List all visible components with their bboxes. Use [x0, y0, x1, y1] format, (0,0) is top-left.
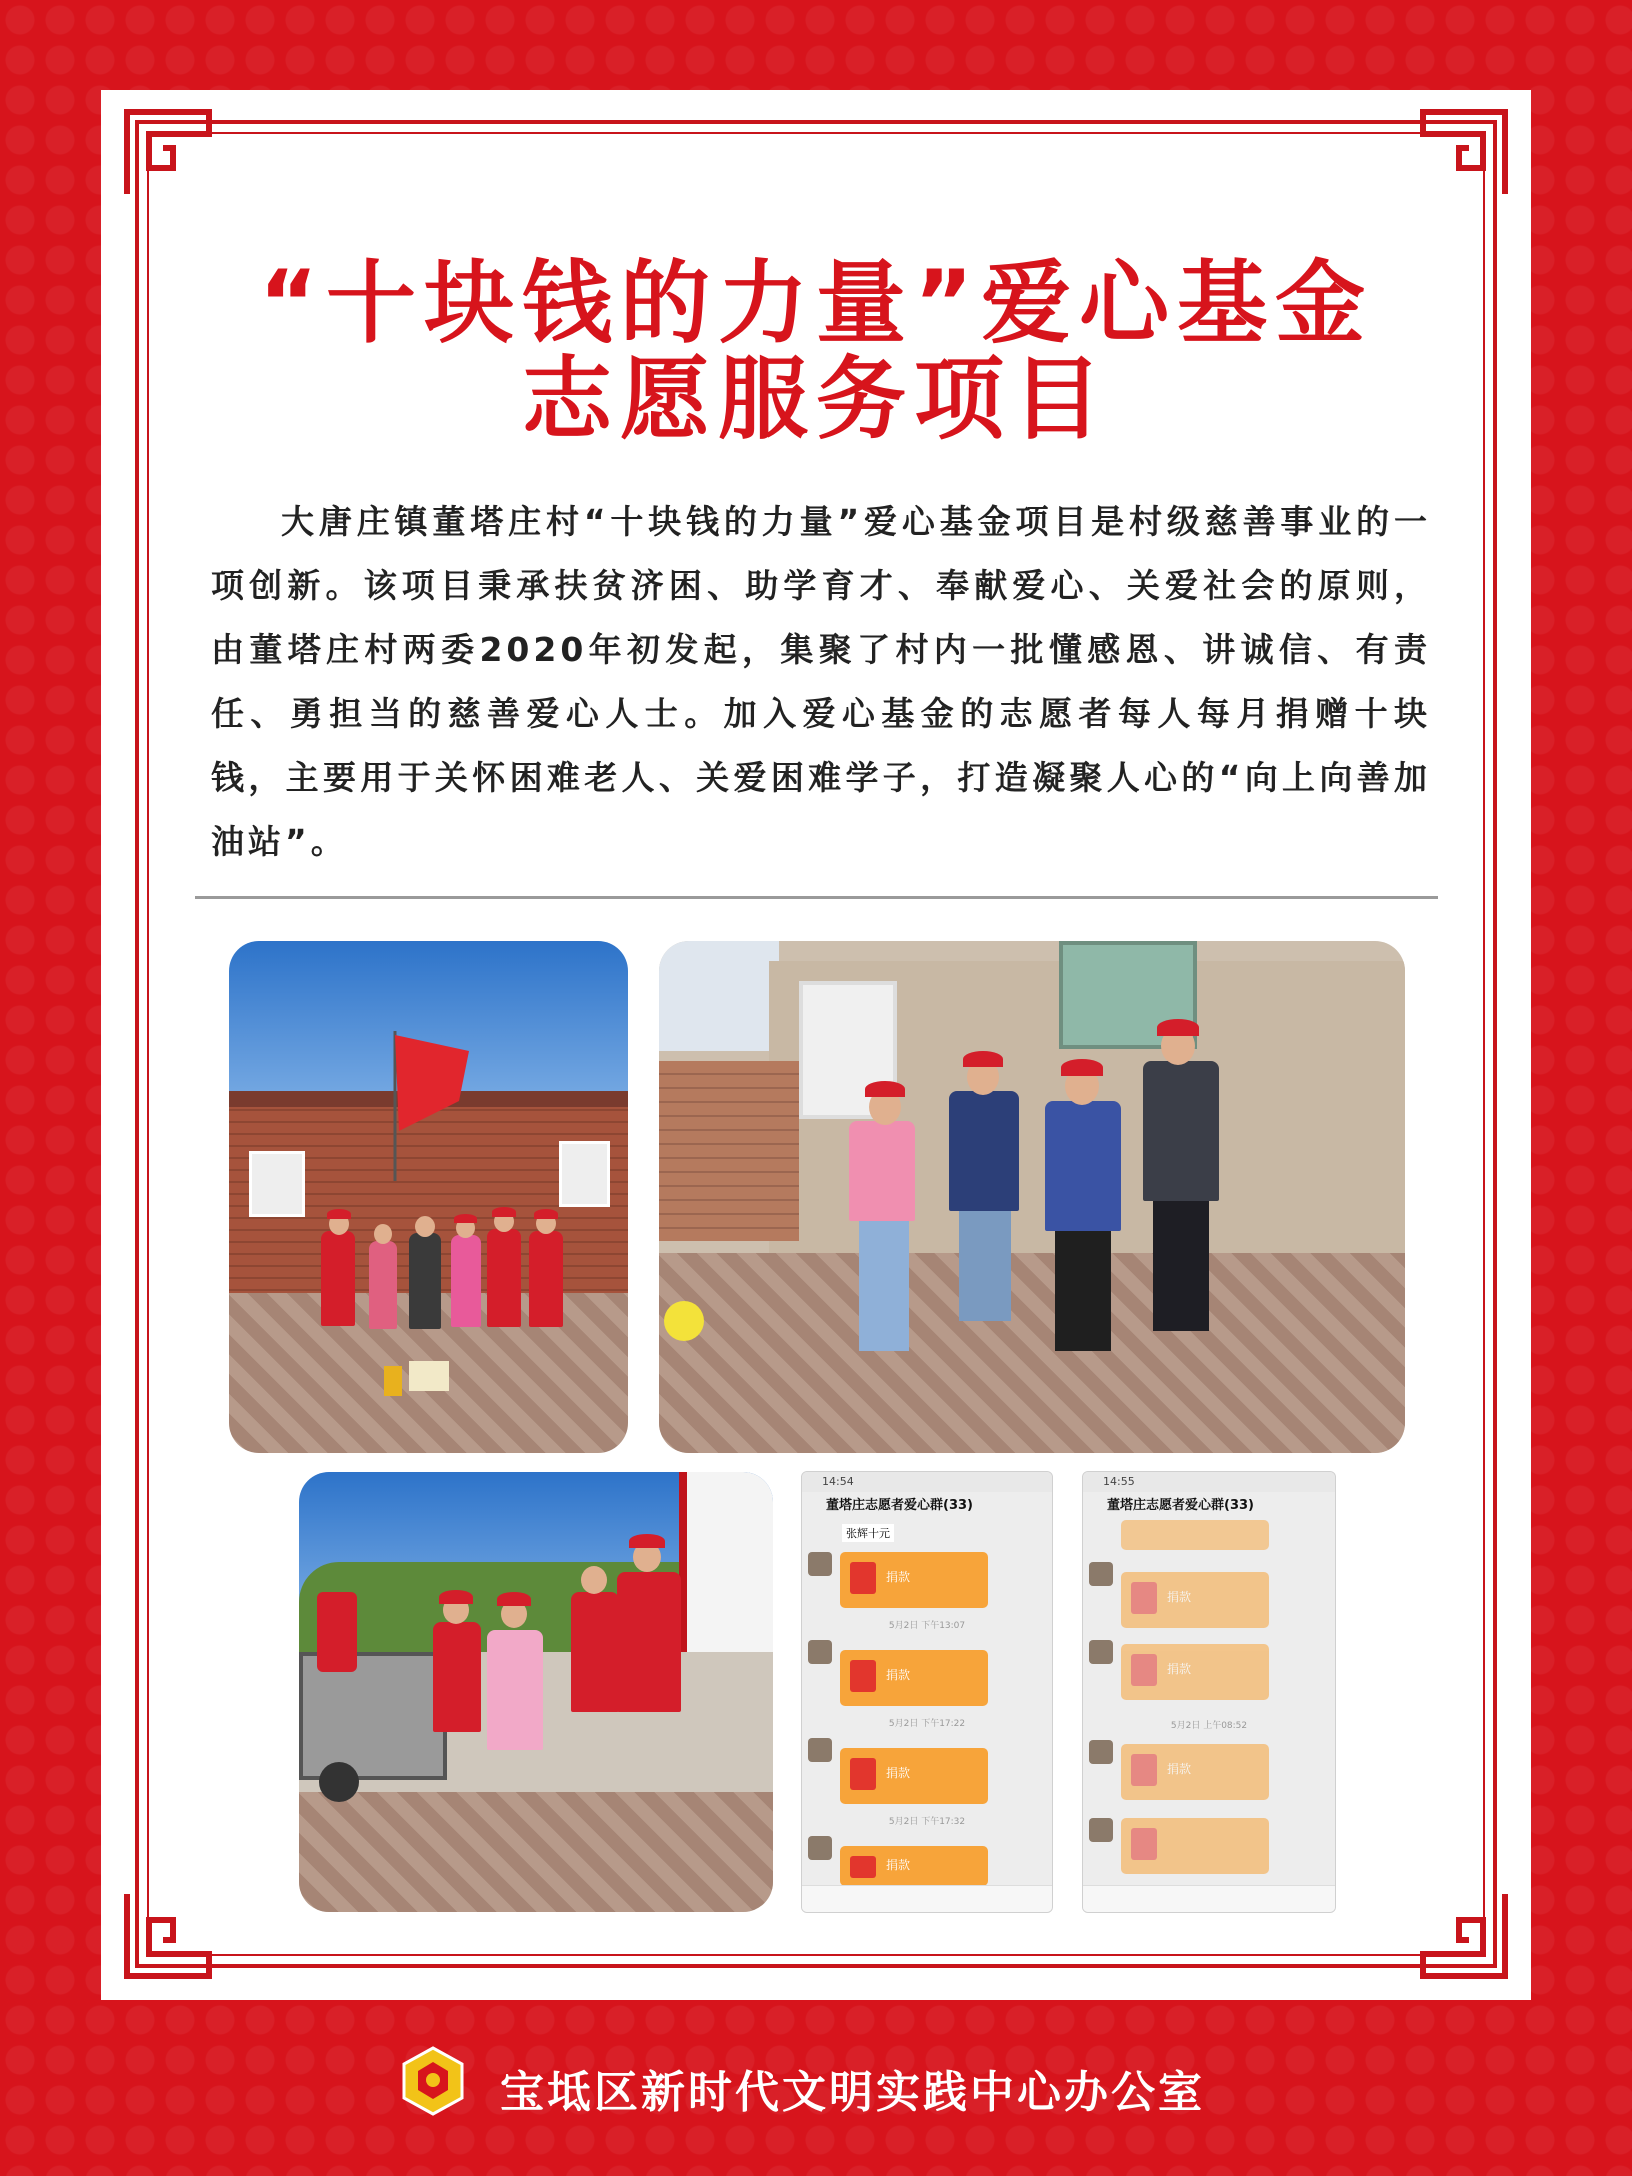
- chat2-msg-2: 捐款: [1167, 1662, 1192, 1676]
- chat1-msg-4: 捐款: [886, 1858, 911, 1872]
- project-description: 大唐庄镇董塔庄村“十块钱的力量”爱心基金项目是村级慈善事业的一项创新。该项目秉承扶贫济困、助学育才、奉献爱心、关爱社会的原则，由董塔庄村两委2020年初发起，集聚了村内一批懂感恩、讲诚信、有责任、勇担当的慈善爱心人士。加入爱心基金的志愿者每人每月捐赠十块钱，主要用于关怀困难老人、关爱困难学子，打造凝聚人心的“向上向善加油站”。: [211, 502, 1431, 861]
- corner-ornament-bottom-right: [1419, 1890, 1509, 1980]
- chat1-group-title: 董塔庄志愿者爱心群(33): [826, 1498, 973, 1513]
- corner-ornament-bottom-left: [123, 1890, 213, 1980]
- chat-screenshot-1: [801, 1471, 1053, 1913]
- photo-delivering-supplies: [299, 1472, 773, 1912]
- chat2-ts-1: 5月2日 上午08:52: [1170, 1721, 1248, 1731]
- corner-ornament-top-left: [123, 108, 213, 198]
- photo-four-volunteers: [659, 941, 1405, 1453]
- chat1-ts-3: 5月2日 下午17:32: [888, 1817, 966, 1827]
- poster-title-line2: 志愿服务项目: [522, 347, 1110, 452]
- chat2-group-title: 董塔庄志愿者爱心群(33): [1107, 1498, 1254, 1513]
- chat2-msg-3: 捐款: [1167, 1762, 1192, 1776]
- chat-screenshot-2: [1082, 1471, 1336, 1913]
- chat1-msg-2: 捐款: [886, 1668, 911, 1682]
- photo-volunteers-with-flag: [229, 941, 628, 1453]
- poster-panel: [101, 90, 1531, 2000]
- chat1-time: 14:54: [822, 1475, 854, 1488]
- poster-title-line1: “十块钱的力量”爱心基金: [258, 251, 1374, 356]
- chat1-msg-1: 捐款: [886, 1570, 911, 1584]
- section-divider: [195, 896, 1438, 899]
- chat2-msg-1: 捐款: [1167, 1590, 1192, 1604]
- civilization-center-logo-icon: [396, 2044, 470, 2118]
- corner-ornament-top-right: [1419, 108, 1509, 198]
- chat2-time: 14:55: [1103, 1475, 1135, 1488]
- chat1-msg-3: 捐款: [886, 1766, 911, 1780]
- chat1-ts-1: 5月2日 下午13:07: [888, 1621, 966, 1631]
- footer-organization: 宝坻区新时代文明实践中心办公室: [500, 2067, 1205, 2118]
- chat1-ts-2: 5月2日 下午17:22: [888, 1719, 966, 1729]
- chat1-note: 张辉十元: [842, 1524, 894, 1542]
